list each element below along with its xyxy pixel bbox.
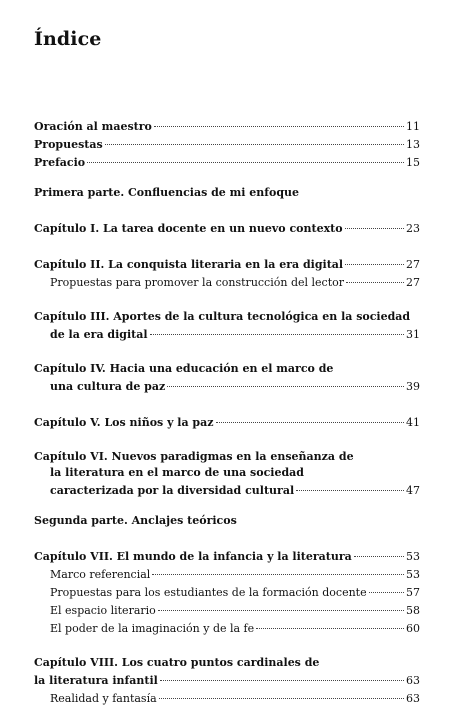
dot-leader bbox=[346, 270, 404, 283]
dot-leader bbox=[159, 686, 404, 699]
toc-entry-label: Marco referencial bbox=[50, 568, 151, 581]
page-title: Índice bbox=[34, 28, 102, 50]
dot-leader bbox=[369, 580, 404, 593]
toc-entry[interactable] bbox=[34, 377, 420, 395]
toc-entry-label-line: Capítulo VI. Nuevos paradigmas en la enseñanza de bbox=[34, 450, 354, 463]
dot-leader bbox=[167, 374, 404, 387]
toc-entry-label-line: Capítulo III. Aportes de la cultura tecnológica en la sociedad bbox=[34, 310, 411, 323]
toc-subentry[interactable] bbox=[34, 565, 420, 583]
table-of-contents bbox=[34, 117, 420, 707]
toc-entry-label-line: la literatura en el marco de una sociedad bbox=[50, 466, 304, 479]
dot-leader bbox=[296, 478, 404, 491]
dot-leader bbox=[105, 132, 404, 145]
toc-entry-label: Capítulo VII. El mundo de la infancia y la literatura bbox=[34, 550, 352, 563]
part-heading: Segunda parte. Anclajes teóricos bbox=[34, 514, 237, 527]
toc-entry-label: El espacio literario bbox=[50, 604, 156, 617]
toc-page-number: 47 bbox=[406, 484, 420, 497]
dot-leader bbox=[152, 562, 404, 575]
toc-subentry[interactable] bbox=[34, 273, 420, 291]
toc-entry-label: de la era digital bbox=[50, 328, 148, 341]
toc-page-number: 53 bbox=[406, 550, 420, 563]
toc-subentry[interactable] bbox=[34, 689, 420, 707]
toc-page-number: 39 bbox=[406, 380, 420, 393]
toc-entry-label: la literatura infantil bbox=[34, 674, 158, 687]
toc-entry-label: Prefacio bbox=[34, 156, 86, 169]
dot-leader bbox=[216, 410, 405, 423]
toc-entry-label: una cultura de paz bbox=[50, 380, 166, 393]
toc-entry-label: Oración al maestro bbox=[34, 120, 152, 133]
toc-entry-label-line: Capítulo IV. Hacia una educación en el marco de bbox=[34, 362, 334, 375]
dot-leader bbox=[345, 252, 404, 265]
toc-page-number: 15 bbox=[406, 156, 420, 169]
dot-leader bbox=[150, 322, 404, 335]
toc-page-number: 41 bbox=[406, 416, 420, 429]
toc-entry-label: El poder de la imaginación y de la fe bbox=[50, 622, 255, 635]
toc-page-number: 58 bbox=[406, 604, 420, 617]
dot-leader bbox=[256, 616, 404, 629]
toc-page-number: 53 bbox=[406, 568, 420, 581]
toc-entry-label: Capítulo V. Los niños y la paz bbox=[34, 416, 214, 429]
toc-page-number: 27 bbox=[406, 258, 420, 271]
toc-entry-label: Capítulo I. La tarea docente en un nuevo contexto bbox=[34, 222, 343, 235]
dot-leader bbox=[158, 598, 404, 611]
toc-entry[interactable] bbox=[34, 481, 420, 499]
toc-page-number: 13 bbox=[406, 138, 420, 151]
toc-entry[interactable] bbox=[34, 325, 420, 343]
toc-page-number: 63 bbox=[406, 692, 420, 705]
toc-page-number: 31 bbox=[406, 328, 420, 341]
toc-entry-label: Capítulo II. La conquista literaria en la era digital bbox=[34, 258, 344, 271]
dot-leader bbox=[354, 544, 404, 557]
toc-entry-label: Propuestas para promover la construcción del lector bbox=[50, 276, 344, 289]
toc-entry-label: Realidad y fantasía bbox=[50, 692, 157, 705]
toc-page-number: 23 bbox=[406, 222, 420, 235]
toc-entry-label-line: Capítulo VIII. Los cuatro puntos cardinales de bbox=[34, 656, 320, 669]
toc-entry-label: Propuestas bbox=[34, 138, 103, 151]
toc-subentry[interactable] bbox=[34, 619, 420, 637]
dot-leader bbox=[160, 668, 404, 681]
toc-entry[interactable] bbox=[34, 413, 420, 431]
dot-leader bbox=[345, 216, 404, 229]
toc-page-number: 11 bbox=[406, 120, 420, 133]
toc-entry[interactable] bbox=[34, 219, 420, 237]
dot-leader bbox=[154, 114, 404, 127]
toc-entry[interactable] bbox=[34, 153, 420, 171]
toc-page-number: 27 bbox=[406, 276, 420, 289]
toc-page-number: 63 bbox=[406, 674, 420, 687]
toc-entry-label: Propuestas para los estudiantes de la formación docente bbox=[50, 586, 367, 599]
part-heading: Primera parte. Confluencias de mi enfoque bbox=[34, 186, 300, 199]
toc-entry-label: caracterizada por la diversidad cultural bbox=[50, 484, 295, 497]
toc-page-number: 60 bbox=[406, 622, 420, 635]
toc-page-number: 57 bbox=[406, 586, 420, 599]
dot-leader bbox=[87, 150, 404, 163]
